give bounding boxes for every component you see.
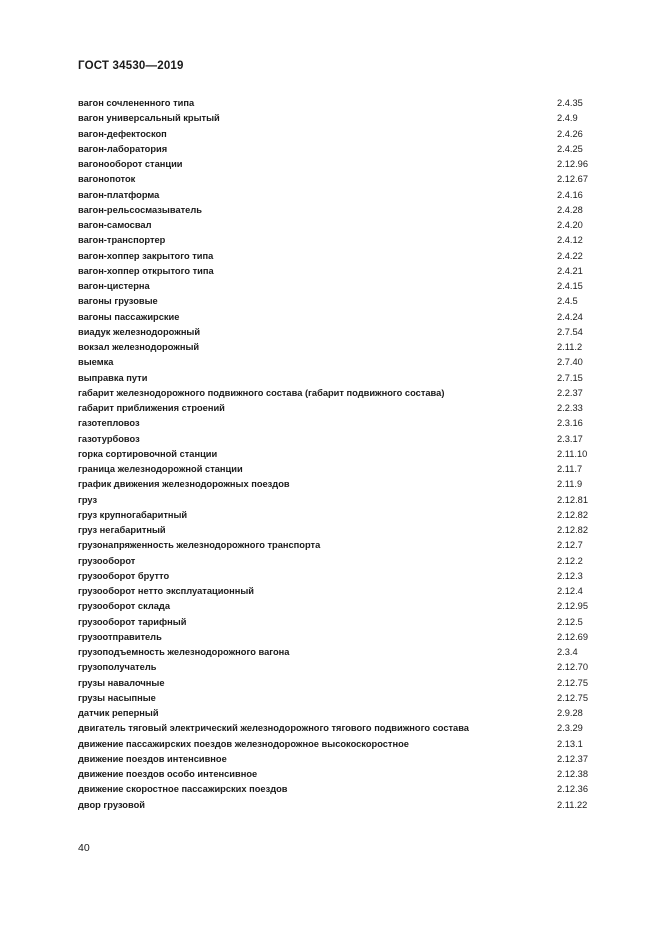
index-entry — [78, 172, 598, 187]
index-term: выправка пути — [78, 372, 148, 383]
index-term: грузы навалочные — [78, 677, 165, 688]
index-entry — [78, 371, 598, 386]
index-term: движение пассажирских поездов железнодорожное высокоскоростное — [78, 738, 409, 749]
index-entry — [78, 569, 598, 584]
index-reference: 2.4.35 — [557, 98, 583, 108]
index-reference: 2.3.29 — [557, 723, 583, 734]
index-entry — [78, 447, 598, 462]
index-term: вагон-лаборатория — [78, 143, 168, 154]
index-reference: 2.4.25 — [557, 143, 583, 154]
index-entry — [78, 294, 598, 309]
index-entry — [78, 127, 598, 142]
index-reference: 2.12.4 — [557, 586, 583, 596]
index-reference: 2.4.9 — [557, 113, 578, 124]
index-term: граница железнодорожной станции — [78, 464, 243, 474]
index-term: вагон-цистерна — [78, 281, 150, 291]
index-entry — [78, 538, 598, 553]
index-reference: 2.7.15 — [557, 372, 583, 383]
index-reference: 2.12.82 — [557, 509, 589, 520]
index-reference: 2.4.21 — [557, 265, 583, 276]
index-entry — [78, 706, 598, 721]
index-entry — [78, 554, 598, 569]
index-entry — [78, 477, 598, 492]
index-term: вагон-хоппер открытого типа — [78, 265, 214, 276]
index-entry — [78, 355, 598, 370]
index-reference: 2.12.81 — [557, 494, 589, 505]
index-entry — [78, 676, 598, 691]
index-entry — [78, 615, 598, 630]
index-term: виадук железнодорожный — [78, 326, 201, 337]
index-reference: 2.12.75 — [557, 677, 589, 688]
index-entry — [78, 599, 598, 614]
index-entry — [78, 462, 598, 477]
index-reference: 2.7.54 — [557, 326, 583, 337]
index-entry — [78, 249, 598, 264]
index-term: датчик реперный — [78, 708, 159, 718]
index-entry — [78, 752, 598, 767]
index-reference: 2.11.10 — [557, 448, 588, 459]
alphabetical-index — [78, 96, 598, 813]
index-entry — [78, 691, 598, 706]
index-term: вагоны пассажирские — [78, 311, 180, 322]
page-number: 40 — [78, 842, 90, 854]
index-term: движение поездов интенсивное — [78, 753, 227, 764]
index-term: газотепловоз — [78, 418, 140, 429]
index-term: вагонопоток — [78, 174, 136, 185]
index-entry — [78, 310, 598, 325]
index-term: вагон универсальный крытый — [78, 113, 220, 124]
index-reference: 2.12.70 — [557, 662, 589, 673]
index-reference: 2.3.4 — [557, 647, 578, 657]
index-entry — [78, 660, 598, 675]
index-entry — [78, 157, 598, 172]
index-term: груз — [78, 494, 98, 505]
index-entry — [78, 645, 598, 660]
index-term: груз негабаритный — [78, 525, 166, 535]
index-reference: 2.12.95 — [557, 601, 589, 612]
index-term: грузооборот тарифный — [78, 616, 187, 627]
index-reference: 2.4.16 — [557, 189, 583, 200]
index-term: выемка — [78, 357, 114, 368]
index-reference: 2.9.28 — [557, 708, 583, 718]
index-term: вагонооборот станции — [78, 159, 183, 169]
index-term: вагон-транспортер — [78, 235, 166, 246]
index-entry — [78, 142, 598, 157]
index-term: вокзал железнодорожный — [78, 342, 200, 352]
index-reference: 2.12.75 — [557, 692, 589, 703]
index-reference: 2.12.37 — [557, 753, 589, 764]
index-entry — [78, 264, 598, 279]
index-reference: 2.4.26 — [557, 128, 583, 139]
index-reference: 2.4.22 — [557, 250, 583, 261]
index-term: движение скоростное пассажирских поездов — [78, 784, 288, 795]
index-term: вагоны грузовые — [78, 296, 158, 307]
index-reference: 2.12.2 — [557, 555, 583, 566]
index-reference: 2.11.2 — [557, 342, 583, 352]
index-term: газотурбовоз — [78, 433, 140, 444]
index-term: грузооборот брутто — [78, 570, 170, 581]
index-entry — [78, 584, 598, 599]
index-entry — [78, 737, 598, 752]
index-term: грузонапряженность железнодорожного транспорта — [78, 540, 321, 551]
index-reference: 2.12.5 — [557, 616, 583, 627]
index-reference: 2.12.82 — [557, 525, 589, 535]
index-reference: 2.4.20 — [557, 220, 583, 230]
index-entry — [78, 508, 598, 523]
index-term: груз крупногабаритный — [78, 509, 188, 520]
index-entry — [78, 401, 598, 416]
index-entry — [78, 386, 598, 401]
index-entry — [78, 721, 598, 736]
index-reference: 2.4.15 — [557, 281, 583, 291]
index-entry — [78, 203, 598, 218]
index-entry — [78, 279, 598, 294]
index-term: вагон-рельсосмазыватель — [78, 204, 202, 215]
index-reference: 2.4.24 — [557, 311, 583, 322]
index-term: вагон-самосвал — [78, 220, 152, 230]
index-term: грузополучатель — [78, 662, 157, 673]
index-term: грузооборот склада — [78, 601, 170, 612]
index-entry — [78, 218, 598, 233]
index-term: двор грузовой — [78, 799, 145, 810]
index-term: грузоотправитель — [78, 631, 162, 642]
index-term: габарит железнодорожного подвижного состава (габарит подвижного состава) — [78, 387, 445, 398]
index-reference: 2.12.36 — [557, 784, 589, 795]
index-term: грузы насыпные — [78, 692, 156, 703]
index-reference: 2.4.12 — [557, 235, 583, 246]
index-entry — [78, 432, 598, 447]
index-reference: 2.4.5 — [557, 296, 578, 307]
index-entry — [78, 798, 598, 813]
index-reference: 2.12.3 — [557, 570, 583, 581]
index-term: грузоподъемность железнодорожного вагона — [78, 647, 290, 657]
index-entry — [78, 96, 598, 111]
index-reference: 2.12.67 — [557, 174, 589, 185]
index-reference: 2.13.1 — [557, 738, 583, 749]
index-term: график движения железнодорожных поездов — [78, 479, 290, 490]
index-reference: 2.3.17 — [557, 433, 583, 444]
index-entry — [78, 340, 598, 355]
index-entry — [78, 416, 598, 431]
index-term: грузооборот нетто эксплуатационный — [78, 586, 254, 596]
index-term: вагон-хоппер закрытого типа — [78, 250, 214, 261]
index-reference: 2.4.28 — [557, 204, 583, 215]
index-term: двигатель тяговый электрический железнодорожного тягового подвижного состава — [78, 723, 469, 734]
index-entry — [78, 782, 598, 797]
index-reference: 2.11.7 — [557, 464, 583, 474]
index-reference: 2.7.40 — [557, 357, 583, 368]
document-header: ГОСТ 34530—2019 — [78, 60, 184, 72]
index-entry — [78, 188, 598, 203]
index-entry — [78, 767, 598, 782]
index-term: вагон-платформа — [78, 189, 160, 200]
index-reference: 2.11.22 — [557, 799, 588, 810]
index-reference: 2.2.37 — [557, 387, 583, 398]
index-term: габарит приближения строений — [78, 403, 225, 413]
index-reference: 2.12.38 — [557, 769, 589, 779]
index-reference: 2.12.69 — [557, 631, 589, 642]
index-reference: 2.2.33 — [557, 403, 583, 413]
index-entry — [78, 493, 598, 508]
index-entry — [78, 111, 598, 126]
index-reference: 2.12.7 — [557, 540, 583, 551]
index-term: вагон-дефектоскоп — [78, 128, 167, 139]
index-term: вагон сочлененного типа — [78, 98, 195, 108]
index-entry — [78, 523, 598, 538]
index-term: движение поездов особо интенсивное — [78, 769, 258, 779]
index-reference: 2.3.16 — [557, 418, 583, 429]
index-reference: 2.11.9 — [557, 479, 583, 490]
index-entry — [78, 630, 598, 645]
index-entry — [78, 325, 598, 340]
index-reference: 2.12.96 — [557, 159, 589, 169]
index-entry — [78, 233, 598, 248]
index-term: грузооборот — [78, 555, 136, 566]
index-term: горка сортировочной станции — [78, 448, 218, 459]
